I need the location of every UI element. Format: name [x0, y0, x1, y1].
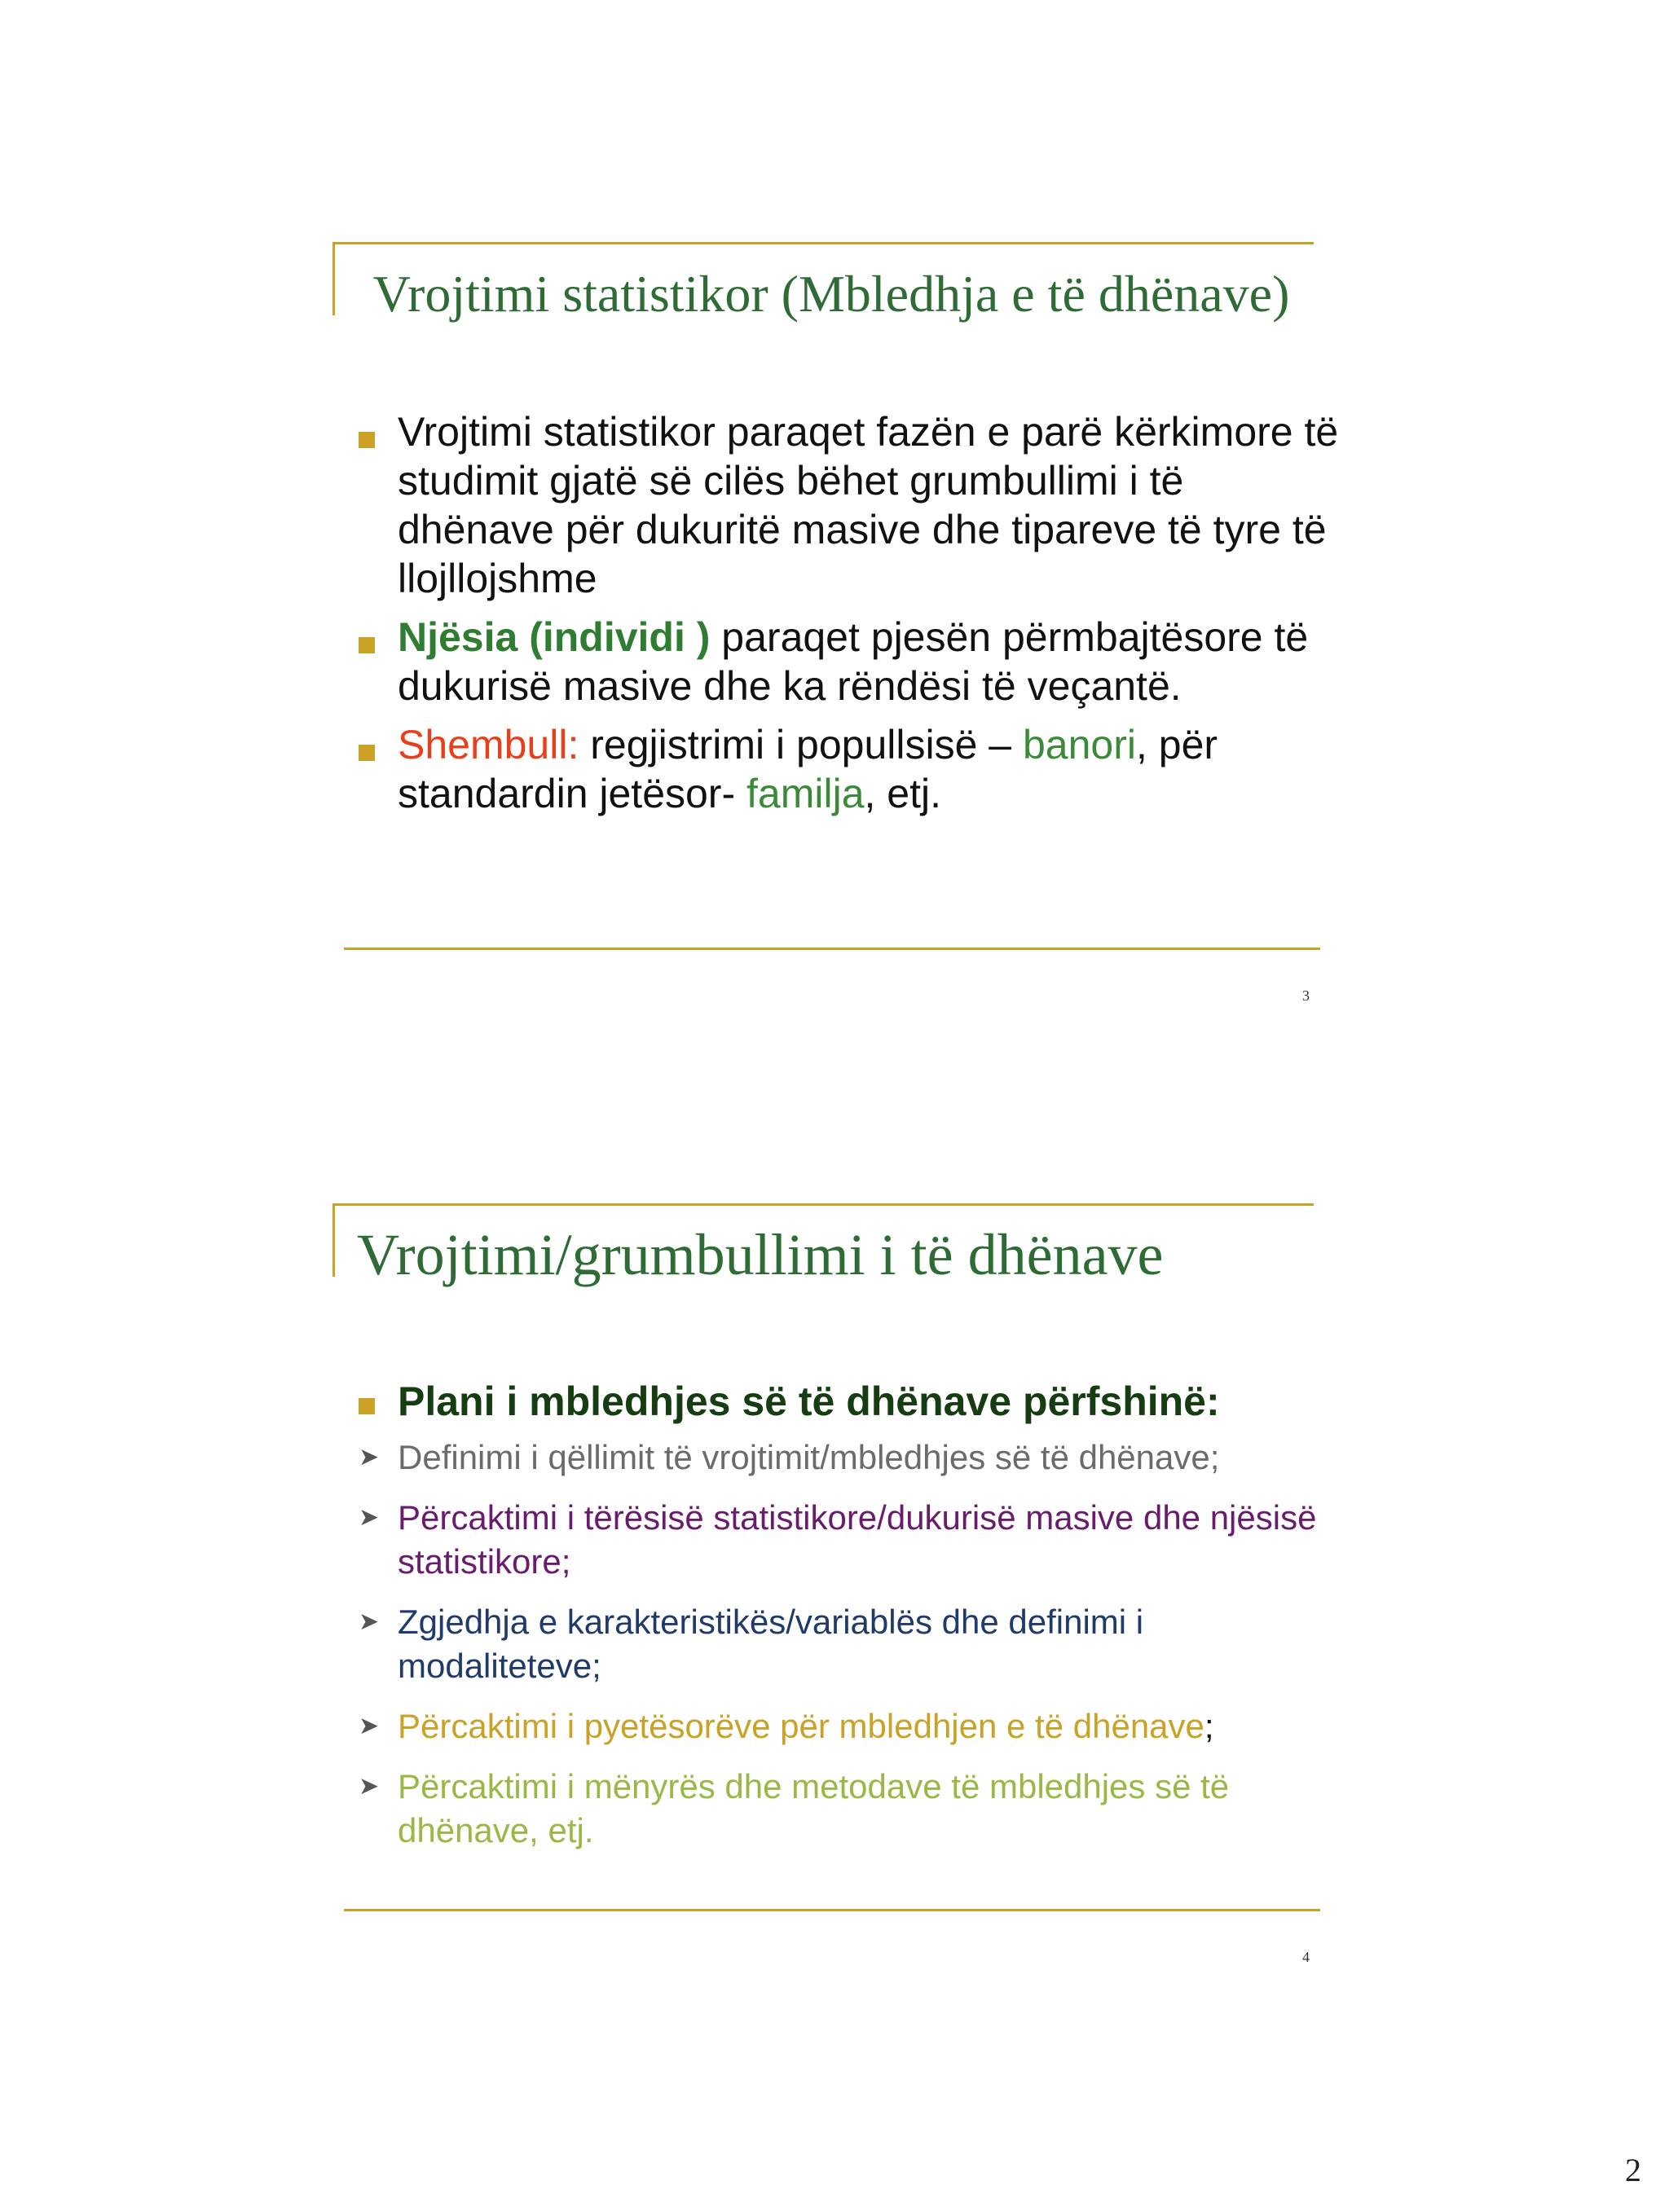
slide-frame-bottom [344, 1909, 1320, 1911]
list-item [334, 1436, 1345, 1480]
item-text: Definimi i qëllimit të vrojtimit/mbledhjes së të dhënave; [398, 1438, 1220, 1476]
bullet-item [334, 720, 1345, 818]
bullet-text: , etj. [864, 771, 941, 816]
arrow-bullet-icon: ➤ [359, 1773, 380, 1800]
slide-frame-left [332, 1203, 335, 1277]
page-number: 2 [1625, 2152, 1641, 2188]
slide-number: 3 [1302, 987, 1310, 1004]
bullet-text: , për standardin jetësor- [398, 722, 1218, 816]
slide-frame-top [332, 242, 1314, 244]
slide-frame-left [332, 242, 335, 315]
bullet-list [334, 407, 1345, 828]
bullet-text: regjistrimi i popullsisë – [579, 722, 1023, 767]
list-item [334, 1600, 1345, 1688]
lead-text: Plani i mbledhjes së të dhënave përfshinë: [398, 1379, 1220, 1424]
square-bullet-icon [359, 637, 375, 653]
example-term: familja [746, 771, 865, 816]
term-highlight: Njësia (individi ) [398, 614, 711, 660]
slide-frame-bottom [344, 948, 1320, 950]
slide-frame-top [332, 1203, 1314, 1206]
slide-number: 4 [1302, 1949, 1310, 1965]
arrow-bullet-icon: ➤ [359, 1713, 380, 1739]
item-text: Përcaktimi i mënyrës dhe metodave të mbledhjes së të dhënave, etj. [398, 1767, 1230, 1849]
bullet-text: Vrojtimi statistikor paraqet fazën e parë kërkimore të studimit gjatë së cilës bëhet grumbullimi i të dhënave për dukuritë masive dhe tipareve të tyre të llojllojshme [398, 409, 1339, 601]
item-text: Zgjedhja e karakteristikës/variablës dhe definimi i modaliteteve; [398, 1603, 1144, 1685]
square-bullet-icon [359, 1398, 375, 1414]
bullet-list [334, 1377, 1345, 1869]
bullet-text: paraqet pjesën përmbajtësore të dukurisë masive dhe ka rëndësi të veçantë. [398, 614, 1309, 709]
example-label: Shembull: [398, 722, 579, 767]
arrow-bullet-icon: ➤ [359, 1504, 380, 1531]
square-bullet-icon [359, 745, 375, 761]
list-item [334, 1765, 1345, 1853]
arrow-bullet-icon: ➤ [359, 1608, 380, 1635]
slide-title: Vrojtimi statistikor (Mbledhja e të dhënave) [372, 265, 1290, 323]
square-bullet-icon [359, 432, 375, 448]
item-suffix: ; [1204, 1707, 1214, 1745]
item-text: Përcaktimi i tërësisë statistikore/dukurisë masive dhe njësisë statistikore; [398, 1498, 1317, 1581]
item-text: Përcaktimi i pyetësorëve për mbledhjen e të dhënave [398, 1707, 1204, 1745]
bullet-item [334, 407, 1345, 603]
lead-bullet [334, 1377, 1345, 1426]
list-item [334, 1496, 1345, 1584]
slide-title: Vrojtimi/grumbullimi i të dhënave [357, 1222, 1164, 1287]
list-item [334, 1704, 1345, 1748]
bullet-item [334, 613, 1345, 710]
example-term: banori [1022, 722, 1136, 767]
arrow-bullet-icon: ➤ [359, 1444, 380, 1471]
